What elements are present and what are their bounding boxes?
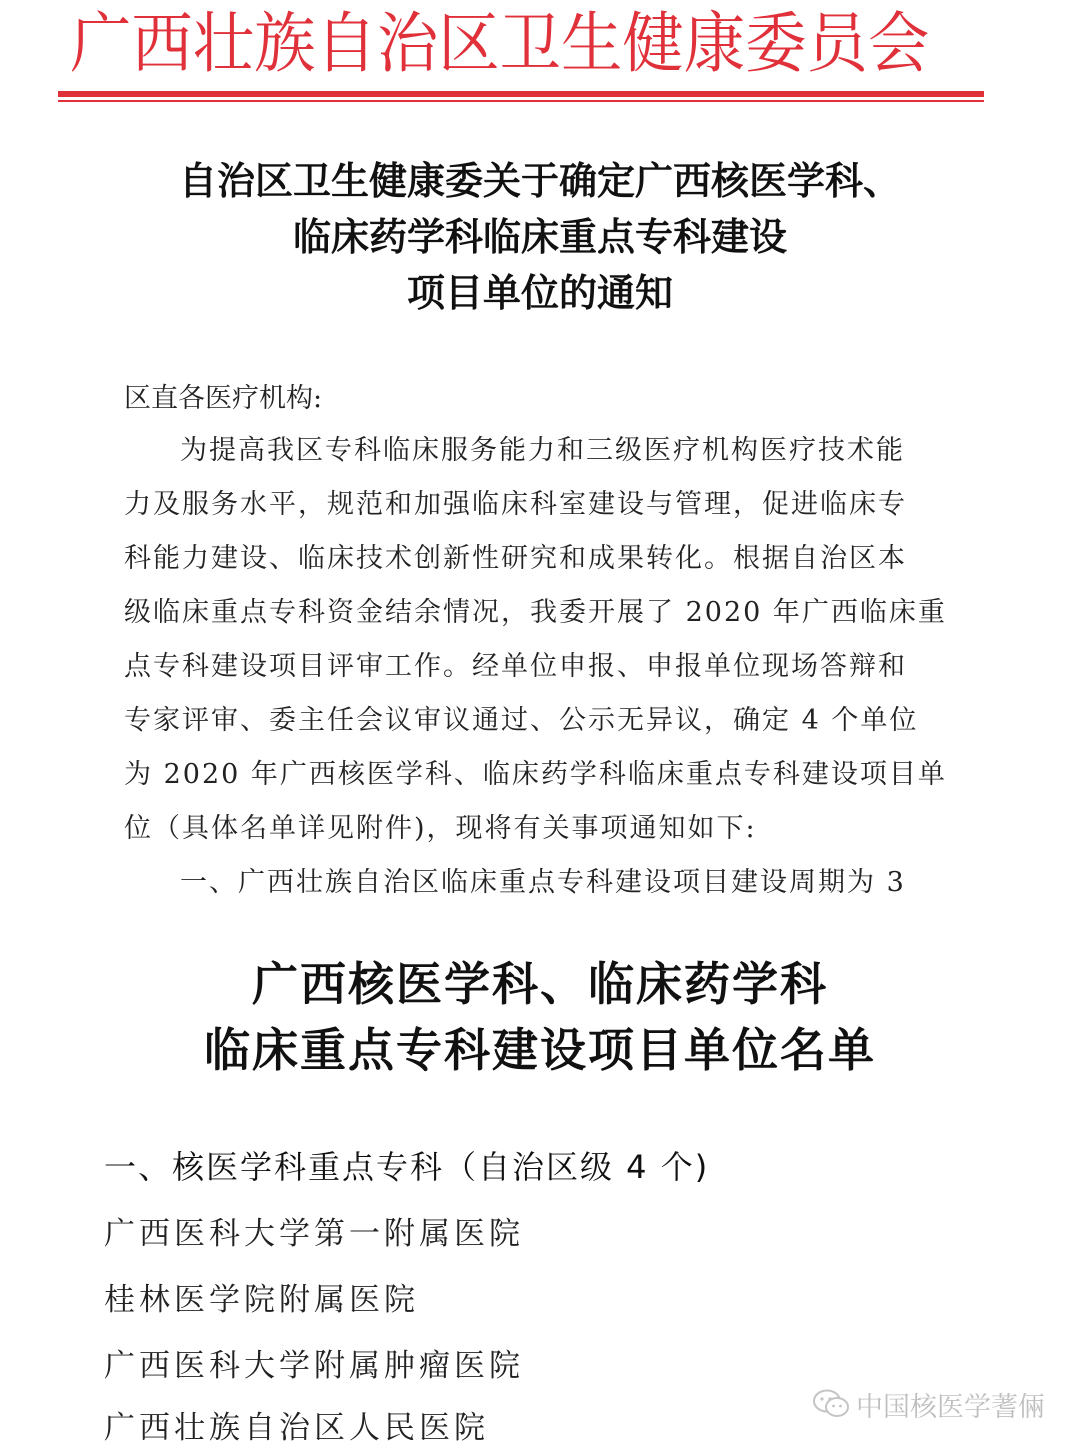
unit-item-3: 广西医科大学附属肿瘤医院: [104, 1348, 524, 1384]
attachment-title-line-1: 广西核医学科、临床药学科: [252, 957, 828, 1011]
unit-item-2: 桂林医学院附属医院: [104, 1282, 419, 1318]
body-line-5: 点专科建设项目评审工作。经单位申报、申报单位现场答辩和: [124, 651, 907, 682]
body-line-3: 科能力建设、临床技术创新性研究和成果转化。根据自治区本: [124, 543, 907, 574]
notice-title-line-3: 项目单位的通知: [406, 271, 673, 315]
red-header-rule: [58, 91, 984, 97]
body-line-6: 专家评审、委主任会议审议通过、公示无异议，确定 4 个单位: [124, 705, 919, 736]
body-line-7: 为 2020 年广西核医学科、临床药学科临床重点专科建设项目单: [124, 759, 947, 790]
watermark: [812, 1384, 1045, 1424]
attachment-title-line-2: 临床重点专科建设项目单位名单: [204, 1023, 876, 1077]
wechat-icon: [812, 1388, 850, 1420]
body-line-1: 为提高我区专科临床服务能力和三级医疗机构医疗技术能: [180, 435, 905, 466]
body-line-4: 级临床重点专科资金结余情况，我委开展了 2020 年广西临床重: [124, 597, 947, 628]
section-heading: 一、核医学科重点专科（自治区级 4 个): [104, 1148, 710, 1186]
body-line-2: 力及服务水平，规范和加强临床科室建设与管理，促进临床专: [124, 489, 907, 520]
red-header-rule-thin: [58, 100, 984, 102]
org-header: 广西壮族自治区卫生健康委员会: [70, 5, 930, 82]
unit-item-1: 广西医科大学第一附属医院: [104, 1216, 524, 1252]
notice-title-line-1: 自治区卫生健康委关于确定广西核医学科、: [178, 159, 901, 203]
notice-title-line-2: 临床药学科临床重点专科建设: [292, 215, 787, 259]
unit-item-4: 广西壮族自治区人民医院: [104, 1410, 489, 1446]
salutation: 区直各医疗机构:: [124, 383, 323, 414]
body-line-9: 一、广西壮族自治区临床重点专科建设项目建设周期为 3: [180, 867, 906, 898]
watermark-text: 中国核医学蓍倆: [856, 1391, 1045, 1423]
body-line-8: 位（具体名单详见附件)，现将有关事项通知如下:: [124, 813, 757, 844]
